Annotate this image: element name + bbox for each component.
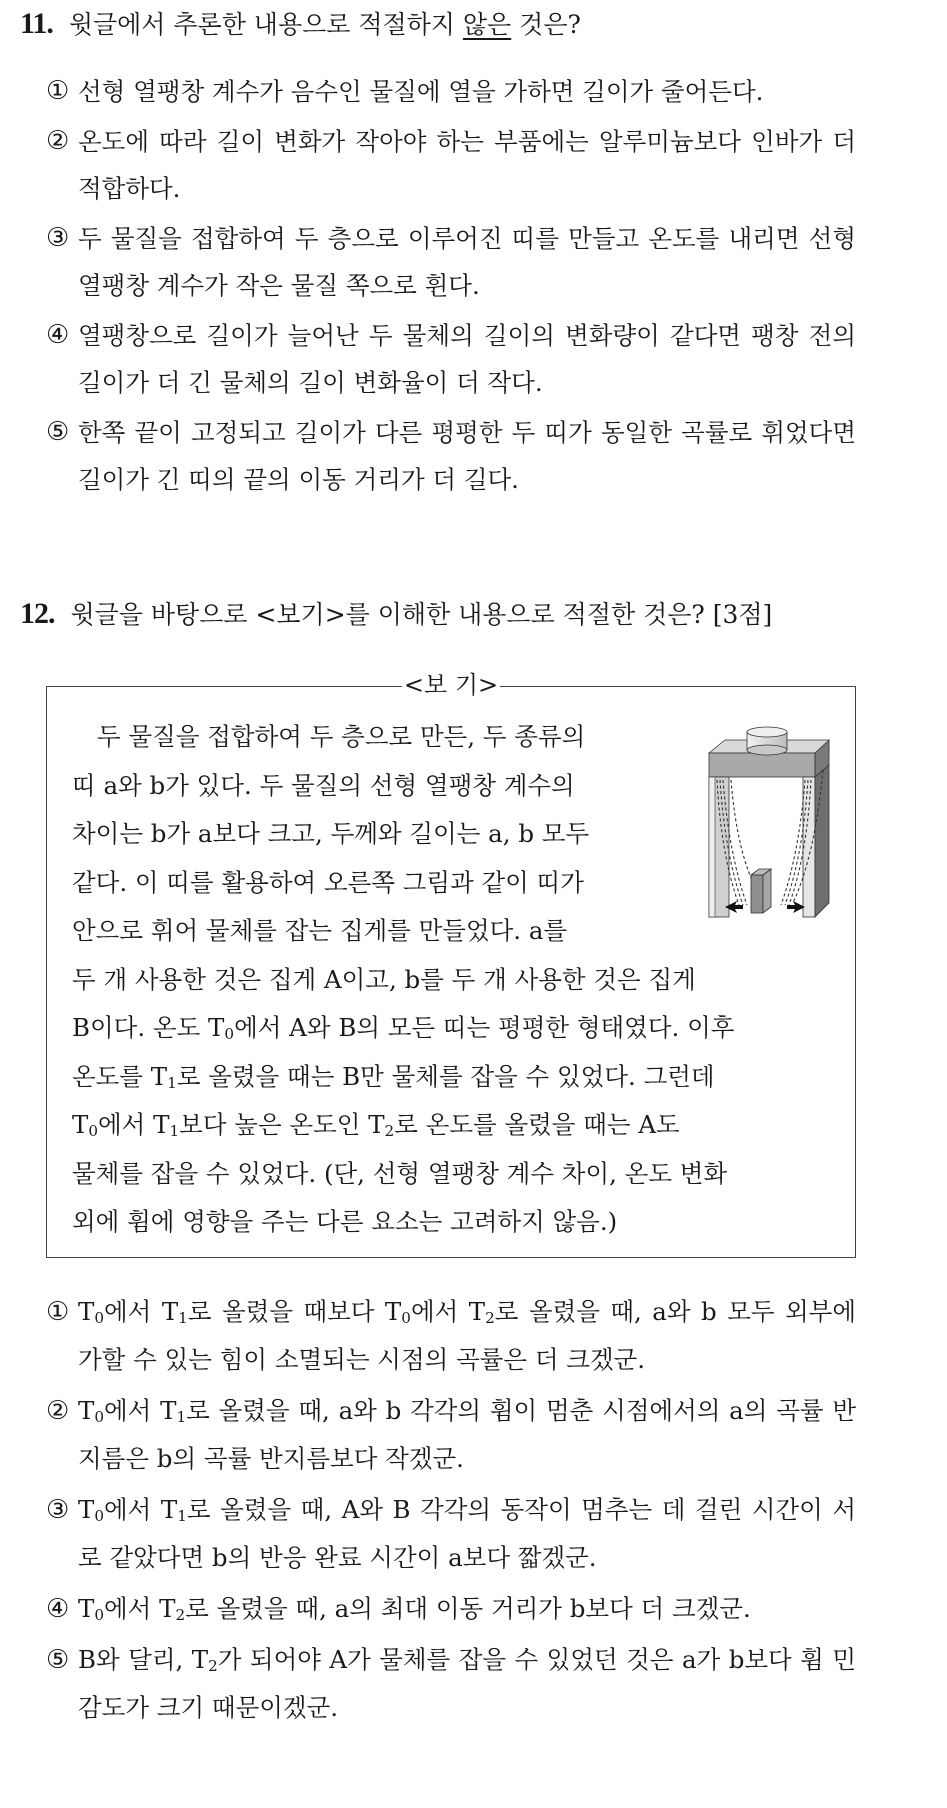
option-4[interactable] [46,1585,856,1633]
option-text: 한쪽 끝이 고정되고 길이가 다른 평평한 두 띠가 동일한 곡률로 휘었다면 길이가 긴 띠의 끝의 이동 거리가 더 길다. [78,418,856,494]
underlined-emphasis: 않은 [462,10,512,39]
question-12-options [46,1288,856,1735]
question-stem: 윗글에서 추론한 내용으로 적절하지 [68,10,463,39]
option-marker: ⑤ [46,417,70,447]
text: 로 올렸을 때는 B만 물체를 잡을 수 있었다. 그런데 [176,1061,715,1091]
option-3[interactable] [46,1486,856,1582]
question-stem-end: 것은? [511,10,581,39]
option-text: 온도에 따라 길이 변화가 작아야 하는 부품에는 알루미늄보다 인바가 더 적합하다. [78,127,856,203]
option-marker: ④ [46,1594,70,1624]
option-marker: ④ [46,320,70,350]
option-3[interactable] [46,215,856,309]
bogi-line: 차이는 b가 a보다 크고, 두께와 길이는 a, b 모두 [72,819,590,848]
bogi-line: 두 개 사용한 것은 집게 A이고, b를 두 개 사용한 것은 집게 [72,964,696,994]
question-number: 12. [20,597,55,630]
question-11-title [20,8,581,41]
text: 에서 A와 B의 모든 띠는 평평한 형태였다. 이후 [234,1013,735,1042]
option-marker: ⑤ [46,1645,70,1675]
bogi-line [72,1101,844,1150]
question-11-options [46,68,856,506]
option-marker: ① [46,1297,70,1327]
question-stem: 윗글을 바탕으로 <보기>를 이해한 내용으로 적절한 것은? [3점] [70,600,773,629]
text: 에서 T [98,1110,170,1139]
option-marker: ③ [46,1495,70,1525]
option-2[interactable] [46,118,856,212]
bogi-label: <보 기> [403,671,499,699]
bogi-line: 같다. 이 띠를 활용하여 오른쪽 그림과 같이 띠가 [72,867,584,897]
option-1[interactable] [46,68,856,115]
option-text: 선형 열팽창 계수가 음수인 물질에 열을 가하면 길이가 줄어든다. [78,77,764,106]
text: 온도를 T [72,1061,168,1091]
subscript: 0 [88,1122,99,1140]
option-5[interactable] [46,409,856,503]
bogi-line [72,1053,844,1102]
option-1[interactable] [46,1288,856,1384]
text: T [72,1110,89,1139]
bogi-line: 외에 휨에 영향을 주는 다른 요소는 고려하지 않음.) [72,1207,618,1236]
bogi-line: 물체를 잡을 수 있었다. (단, 선형 열팽창 계수 차이, 온도 변화 [72,1158,728,1188]
subscript: 2 [384,1122,395,1140]
option-text: 두 물질을 접합하여 두 층으로 이루어진 띠를 만들고 온도를 내리면 선형 열팽창 계수가 작은 물질 쪽으로 휜다. [78,224,856,300]
text: 보다 높은 온도인 T [179,1110,385,1139]
bogi-line: 안으로 휘어 물체를 잡는 집게를 만들었다. a를 [72,916,568,945]
option-text: $T_0$에서 $T_1$로 올렸을 때, A와 B 각각의 동작이 멈추는 데 걸린 시간이 서로 같았다면 b의 반응 완료 시간이 a보다 짧겠군. [78,1495,856,1572]
bogi-line: 띠 a와 b가 있다. 두 물질의 선형 열팽창 계수의 [72,770,575,800]
option-text: 열팽창으로 길이가 늘어난 두 물체의 길이의 변화량이 같다면 팽창 전의 길이가 더 긴 물체의 길이 변화율이 더 작다. [78,321,856,397]
option-marker: ① [46,76,70,106]
option-text: $T_0$에서 $T_1$로 올렸을 때, a와 b 각각의 휨이 멈춘 시점에서의 a의 곡률 반지름은 b의 곡률 반지름보다 작겠군. [78,1396,856,1473]
question-12-title [20,598,772,631]
option-marker: ③ [46,223,70,253]
question-number: 11. [20,7,53,40]
option-2[interactable] [46,1387,856,1483]
text: 로 온도를 올렸을 때는 A도 [394,1110,680,1139]
bogi-box [46,671,856,1258]
subscript: 0 [224,1025,235,1043]
option-text: B와 달리, $T_2$가 되어야 A가 물체를 잡을 수 있었던 것은 a가 b보다 휨 민감도가 크기 때문이겠군. [78,1645,856,1722]
subscript: 1 [169,1122,180,1140]
bimetal-gripper-figure [707,725,831,921]
option-4[interactable] [46,312,856,406]
option-marker: ② [46,126,70,156]
option-text: $T_0$에서 $T_1$로 올렸을 때보다 $T_0$에서 $T_2$로 올렸을 때, a와 b 모두 외부에 가할 수 있는 힘이 소멸되는 시점의 곡률은 더 크겠군. [78,1297,856,1374]
bogi-line: 두 물질을 접합하여 두 층으로 만든, 두 종류의 [97,722,586,751]
text: B이다. 온도 T [72,1013,225,1042]
bogi-line [72,1004,844,1053]
subscript: 1 [167,1073,177,1092]
option-5[interactable] [46,1636,856,1732]
option-text: $T_0$에서 $T_2$로 올렸을 때, a의 최대 이동 거리가 b보다 더 크겠군. [78,1594,751,1624]
option-marker: ② [46,1396,70,1426]
